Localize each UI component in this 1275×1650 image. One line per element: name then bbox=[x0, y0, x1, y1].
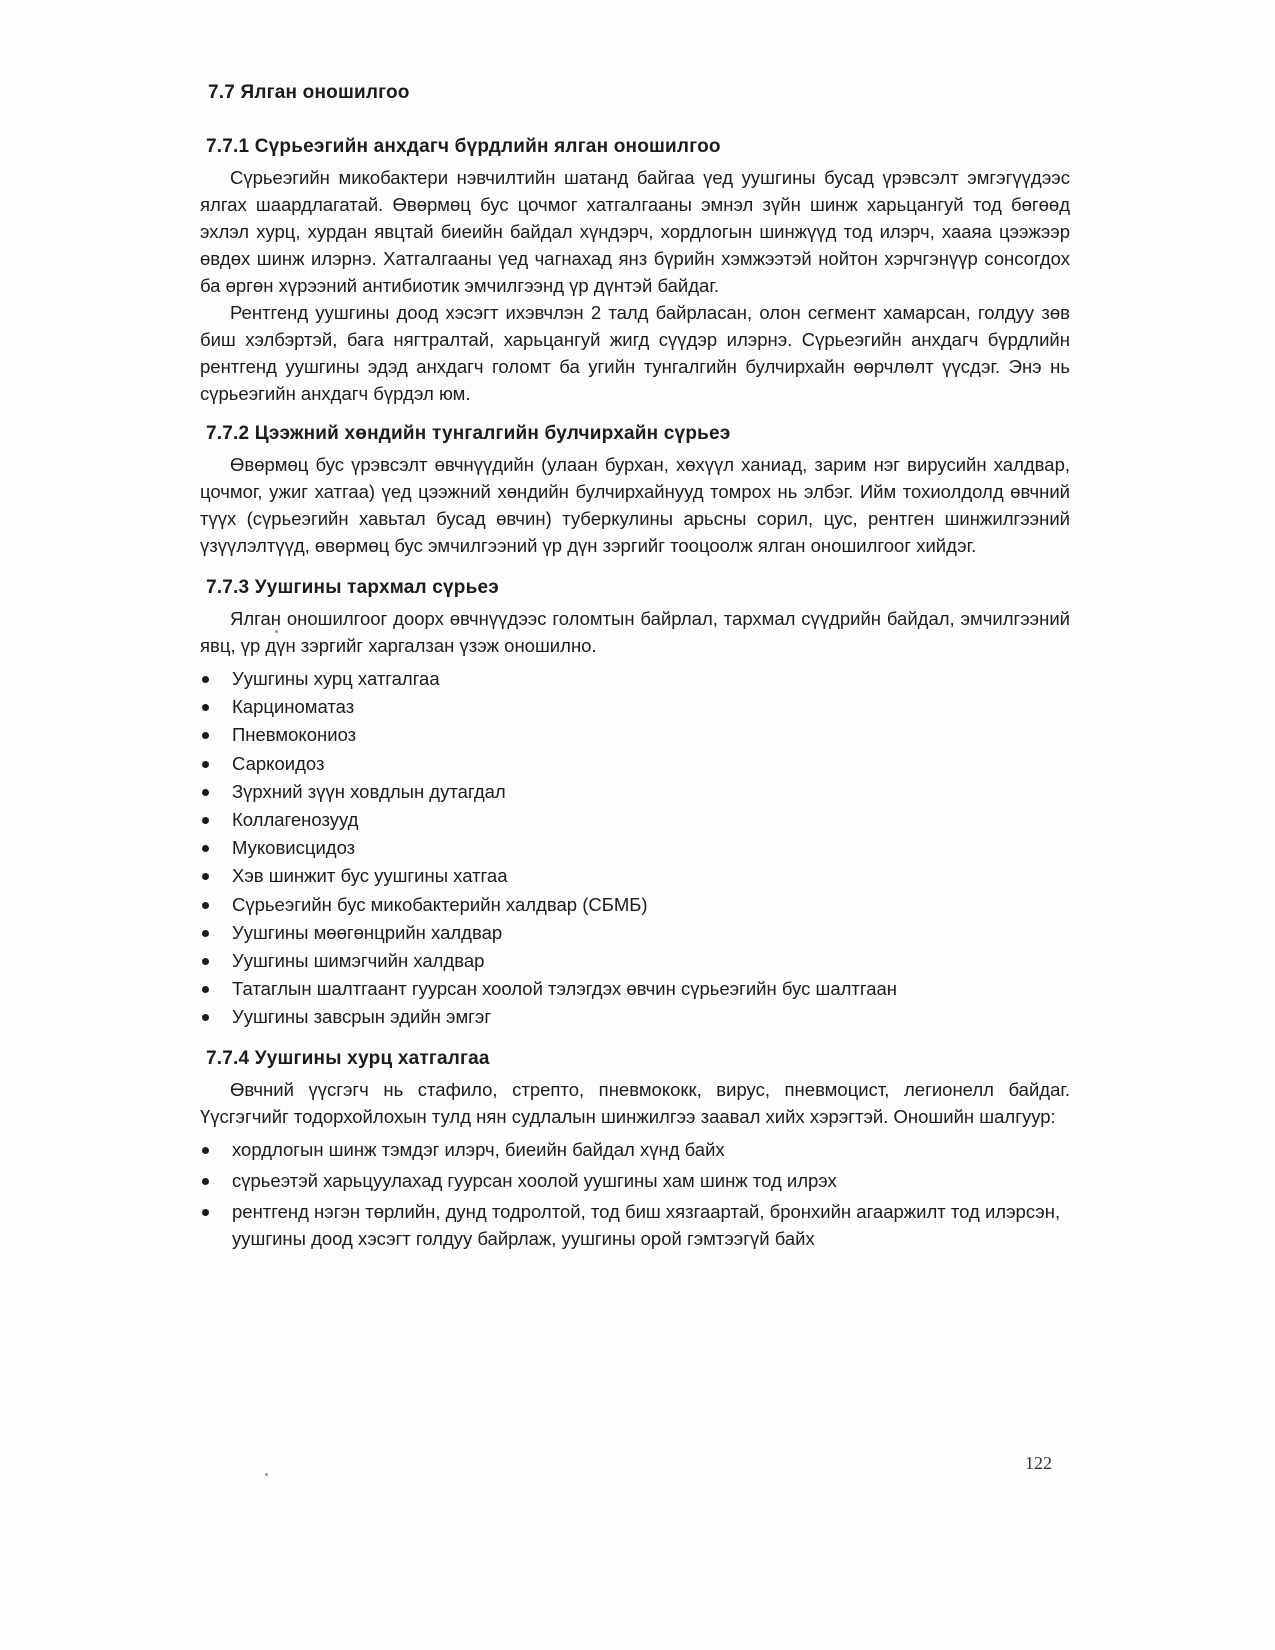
bullet-icon bbox=[202, 1178, 209, 1185]
subsection-7-7-1 bbox=[200, 136, 1070, 407]
bullet-icon bbox=[202, 676, 209, 683]
bullet-icon bbox=[202, 789, 209, 796]
list-item-text: Сүрьеэгийн бус микобактерийн халдвар (СБМБ) bbox=[232, 893, 648, 915]
scan-speck bbox=[275, 630, 278, 633]
bullet-icon bbox=[202, 958, 209, 965]
list-item-text: Уушгины завсрын эдийн эмгэг bbox=[232, 1006, 492, 1028]
subsection-title: 7.7.2 Цээжний хөндийн тунгалгийн булчирхайн сүрьеэ bbox=[206, 423, 731, 444]
list-item bbox=[200, 947, 1070, 975]
list-item bbox=[200, 1003, 1070, 1031]
list-item-text: Муковисцидоз bbox=[232, 837, 356, 859]
paragraph: Өвөрмөц бус үрэвсэлт өвчнүүдийн (улаан бурхан, хөхүүл ханиад, зарим нэг вирусийн халдвар, цочмог, ужиг хатгаа) үед цээжний хөндийн булчирхайнууд томрох нь элбэг. Ийм тохиолдолд өвчний түүх (сүрьеэгийн хавьтал бусад өвчин) туберкулины арьсны сорил, цус, рентген шинжилгээний үзүүлэлтүүд, өвөрмөц бус эмчилгээний үр дүн зэргийг тооцоолж ялган оношилгоог хийдэг. bbox=[200, 454, 1070, 556]
scan-speck bbox=[265, 1473, 268, 1476]
subsection-title: 7.7.1 Сүрьеэгийн анхдагч бүрдлийн ялган оношилгоо bbox=[206, 136, 721, 157]
section-title: 7.7 Ялган оношилгоо bbox=[208, 82, 410, 103]
bullet-icon bbox=[202, 1209, 209, 1216]
list-item-text: Уушгины мөөгөнцрийн халдвар bbox=[232, 921, 503, 943]
list-item bbox=[200, 834, 1070, 862]
list-item bbox=[200, 721, 1070, 749]
list-item-text: Пневмокониоз bbox=[232, 724, 357, 746]
list-item bbox=[200, 806, 1070, 834]
bullet-icon bbox=[202, 704, 209, 711]
paragraph: Сүрьеэгийн микобактери нэвчилтийн шатанд байгаа үед уушгины бусад үрэвсэлт эмгэгүүдээс ялгах шаардлагатай. Өвөрмөц бус цочмог хатгалгааны эмнэл зүйн шинж харьцангуй тод бөгөөд эхлэл хурц, хурдан явцтай биеийн байдал хүндэрч, хордлогын шинжүүд тод илэрч, хааяа цээжээр өвдөх шинж илэрнэ. Хатгалгааны үед чагнахад янз бүрийн хэмжээтэй нойтон хэрчгэнүүр сонсогдох ба өргөн хүрээний антибиотик эмчилгээнд үр дүнтэй байдаг. bbox=[200, 167, 1070, 296]
bullet-icon bbox=[202, 873, 209, 880]
list-item-text: Карциноматаз bbox=[232, 696, 355, 718]
paragraph: Рентгенд уушгины доод хэсэгт ихэвчлэн 2 талд байрласан, олон сегмент хамарсан, голдуу зөв биш хэлбэртэй, бага нягтралтай, харьцангуй жигд сүүдэр илэрнэ. Сүрьеэгийн анхдагч бүрдлийн рентгенд уушгины эдэд анхдагч голомт ба угийн тунгалгийн булчирхайн өөрчлөлт үүсдэг. Энэ нь сүрьеэгийн анхдагч бүрдэл юм. bbox=[200, 302, 1070, 404]
paragraph: Ялган оношилгоог доорх өвчнүүдээс голомтын байрлал, тархмал сүүдрийн байдал, эмчилгээний явц, үр дүн зэргийг харгалзан үзэж оношилно. bbox=[200, 608, 1070, 656]
bullet-icon bbox=[202, 817, 209, 824]
page-number: 122 bbox=[1025, 1453, 1052, 1473]
list-item bbox=[200, 891, 1070, 919]
list-item-text: сүрьеэтэй харьцуулахад гуурсан хоолой уушгины хам шинж тод илрэх bbox=[232, 1169, 837, 1191]
subsection-7-7-2 bbox=[200, 423, 1070, 559]
bullet-icon bbox=[202, 902, 209, 909]
list-item-text: Татаглын шалтгаант гуурсан хоолой тэлэгдэх өвчин сүрьеэгийн бус шалтгаан bbox=[232, 978, 898, 1000]
list-item bbox=[200, 1198, 1070, 1252]
list-item bbox=[200, 1136, 1070, 1163]
list-item bbox=[200, 750, 1070, 778]
subsection-title: 7.7.3 Уушгины тархмал сүрьеэ bbox=[206, 577, 499, 598]
bullet-icon bbox=[202, 1014, 209, 1021]
subsection-title: 7.7.4 Уушгины хурц хатгалгаа bbox=[206, 1047, 490, 1069]
list-item-text: рентгенд нэгэн төрлийн, дунд тодролтой, тод биш хязгаартай, бронхийн агааржилт тод илэрсэн, уушгины доод хэсэгт голдуу байрлаж, уушгины орой гэмтээгүй байх bbox=[232, 1200, 1061, 1249]
list-item bbox=[200, 693, 1070, 721]
list-item-text: Зүрхний зүүн ховдлын дутагдал bbox=[232, 780, 506, 802]
bullet-icon bbox=[202, 761, 209, 768]
list-item-text: Хэв шинжит бус уушгины хатгаа bbox=[232, 865, 508, 887]
subsection-7-7-3 bbox=[200, 577, 1070, 1032]
list-item bbox=[200, 665, 1070, 693]
list-item-text: Уушгины шимэгчийн халдвар bbox=[232, 950, 485, 972]
bullet-icon bbox=[202, 732, 209, 739]
bullet-icon bbox=[202, 845, 209, 852]
list-item bbox=[200, 778, 1070, 806]
bullet-icon bbox=[202, 930, 209, 937]
list-item bbox=[200, 975, 1070, 1003]
list-item-text: Коллагенозууд bbox=[232, 809, 359, 831]
list-item-text: хордлогын шинж тэмдэг илэрч, биеийн байдал хүнд байх bbox=[232, 1138, 725, 1160]
page-content bbox=[200, 82, 1070, 1268]
paragraph: Өвчний үүсгэгч нь стафило, стрепто, пневмококк, вирус, пневмоцист, легионелл байдаг. Үүсгэгчийг тодорхойлохын тулд нян судлалын шинжилгээ заавал хийх хэрэгтэй. Оношийн шалгуур: bbox=[200, 1078, 1070, 1127]
list-item-text: Уушгины хурц хатгалгаа bbox=[232, 668, 440, 689]
bullet-icon bbox=[202, 986, 209, 993]
bullet-icon bbox=[202, 1147, 209, 1154]
differential-list bbox=[200, 665, 1070, 1032]
list-item bbox=[200, 919, 1070, 947]
criteria-list bbox=[200, 1136, 1070, 1252]
list-item-text: Саркоидоз bbox=[232, 752, 325, 774]
subsection-7-7-4 bbox=[200, 1048, 1070, 1252]
list-item bbox=[200, 862, 1070, 890]
list-item bbox=[200, 1167, 1070, 1194]
